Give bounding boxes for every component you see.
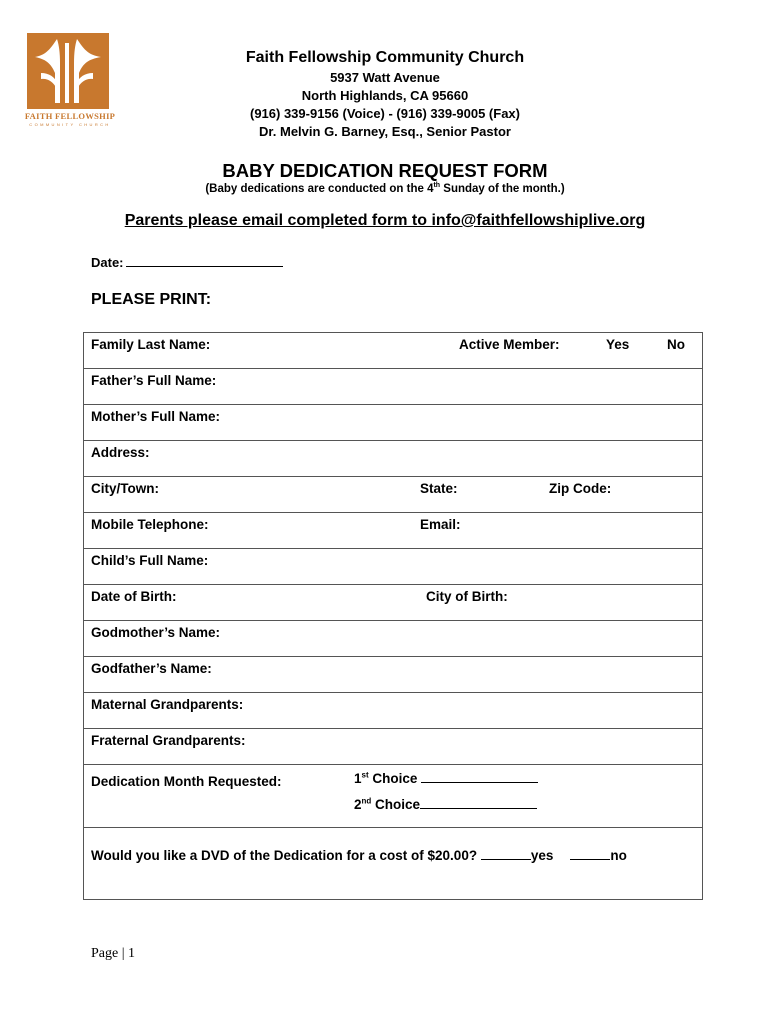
dvd-yes-blank[interactable] [481,847,531,860]
mother-name-field[interactable]: Mother’s Full Name: [84,405,703,441]
city-label: City/Town: [91,481,159,496]
city-of-birth-label: City of Birth: [426,589,508,604]
please-print-heading: PLEASE PRINT: [91,291,212,308]
dedication-month-label: Dedication Month Requested: [91,774,282,789]
dvd-question: Would you like a DVD of the Dedication for a cost of $20.00? yes no [91,848,627,863]
father-name-field[interactable]: Father’s Full Name: [84,369,703,405]
godmother-field[interactable]: Godmother’s Name: [84,621,703,657]
dvd-row[interactable] [84,828,703,900]
church-city: North Highlands, CA 95660 [301,88,469,103]
email-label: Email: [420,517,461,532]
city-state-zip-row[interactable] [84,477,703,513]
form-table [83,332,703,900]
godfather-field[interactable]: Godfather’s Name: [84,657,703,693]
state-label: State: [420,481,458,496]
church-phone: (916) 339-9156 (Voice) - (916) 339-9005 (Fax) [249,106,520,121]
address-field[interactable]: Address: [84,441,703,477]
page-number: Page | 1 [91,946,136,961]
active-member-yes[interactable]: Yes [606,337,630,352]
family-last-name-field[interactable]: Family Last Name: Active Member: Yes No [84,333,703,369]
form-subtitle: (Baby dedications are conducted on the 4th Sunday of the month.) [205,182,565,195]
fraternal-grandparents-field[interactable]: Fraternal Grandparents: [84,729,703,765]
logo-tagline: COMMUNITY CHURCH [29,122,111,127]
mobile-label: Mobile Telephone: [91,517,209,532]
church-pastor: Dr. Melvin G. Barney, Esq., Senior Pastor [259,124,511,139]
church-street: 5937 Watt Avenue [330,70,440,85]
dvd-no-blank[interactable] [570,847,610,860]
logo-name: FAITH FELLOWSHIP [24,111,116,121]
date-field[interactable]: Date: [91,254,283,270]
email-instruction[interactable]: Parents please email completed form to info@faithfellowshiplive.org [124,212,646,229]
zip-label: Zip Code: [549,481,612,496]
active-member-no[interactable]: No [667,337,685,352]
dedication-month-row[interactable] [84,765,703,828]
church-name: Faith Fellowship Community Church [245,49,525,66]
form-title: BABY DEDICATION REQUEST FORM [222,160,548,181]
birth-row[interactable] [84,585,703,621]
child-name-field[interactable]: Child’s Full Name: [84,549,703,585]
phone-email-row[interactable] [84,513,703,549]
second-choice-field[interactable]: 2nd Choice [354,796,537,812]
active-member-label: Active Member: [459,337,560,352]
first-choice-field[interactable]: 1st Choice [354,770,538,786]
maternal-grandparents-field[interactable]: Maternal Grandparents: [84,693,703,729]
dob-label: Date of Birth: [91,589,177,604]
